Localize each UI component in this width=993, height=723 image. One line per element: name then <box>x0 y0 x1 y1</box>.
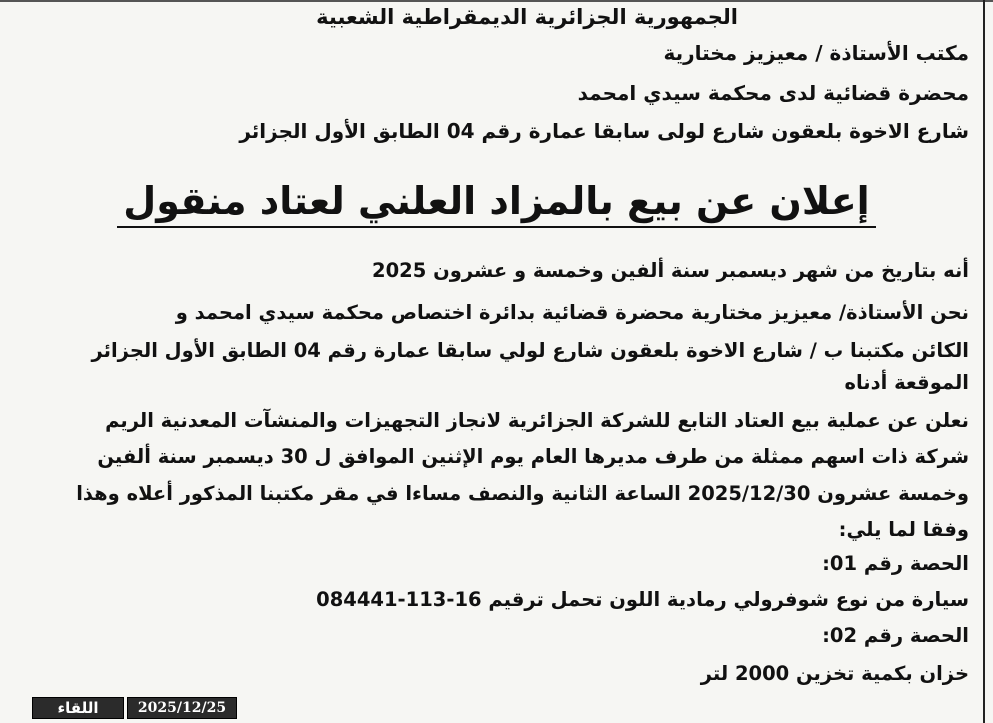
body-line: شركة ذات اسهم ممثلة من طرف مديرها العام يوم الإثنين الموافق ل 30 ديسمبر سنة ألفين <box>97 445 969 468</box>
lot-description: خزان بكمية تخزين 2000 لتر <box>700 662 969 685</box>
address-line: شارع الاخوة بلعقون شارع لولى سابقا عمارة رقم 04 الطابق الأول الجزائر <box>239 119 969 143</box>
newspaper-name: اللقاء <box>32 697 124 719</box>
lot-heading: الحصة رقم 01: <box>822 552 969 575</box>
body-line: نحن الأستاذة/ معيزيز مختارية محضرة قضائية بدائرة اختصاص محكمة سيدي امحمد و <box>175 301 969 324</box>
body-line: وخمسة عشرون 2025/12/30 الساعة الثانية والنصف مساءا في مقر مكتبنا المذكور أعلاه وهذا <box>76 482 969 505</box>
lot-description: سيارة من نوع شوفرولي رمادية اللون تحمل ترقيم 16-113-084441 <box>316 588 969 611</box>
body-line: أنه بتاريخ من شهر ديسمبر سنة ألفين وخمسة و عشرون 2025 <box>372 259 969 282</box>
publication-date: 2025/12/25 <box>127 697 237 719</box>
top-border <box>0 0 993 2</box>
right-border <box>983 0 985 723</box>
body-line: نعلن عن عملية بيع العتاد التابع للشركة الجزائرية لانجاز التجهيزات والمنشآت المعدنية الريم <box>105 409 969 432</box>
body-line: وفقا لما يلي: <box>838 518 969 541</box>
court-line: محضرة قضائية لدى محكمة سيدي امحمد <box>577 81 969 105</box>
body-line: الكائن مكتبنا ب / شارع الاخوة بلعقون شارع لولي سابقا عمارة رقم 04 الطابق الأول الجزائر <box>91 339 969 362</box>
office-line: مكتب الأستاذة / معيزيز مختارية <box>663 41 969 65</box>
lot-heading: الحصة رقم 02: <box>822 624 969 647</box>
announcement-title-text: إعلان عن بيع بالمزاد العلني لعتاد منقول <box>117 178 875 228</box>
republic-heading: الجمهورية الجزائرية الديمقراطية الشعبية <box>316 5 738 29</box>
body-line: الموقعة أدناه <box>844 371 969 394</box>
announcement-title <box>0 178 993 228</box>
